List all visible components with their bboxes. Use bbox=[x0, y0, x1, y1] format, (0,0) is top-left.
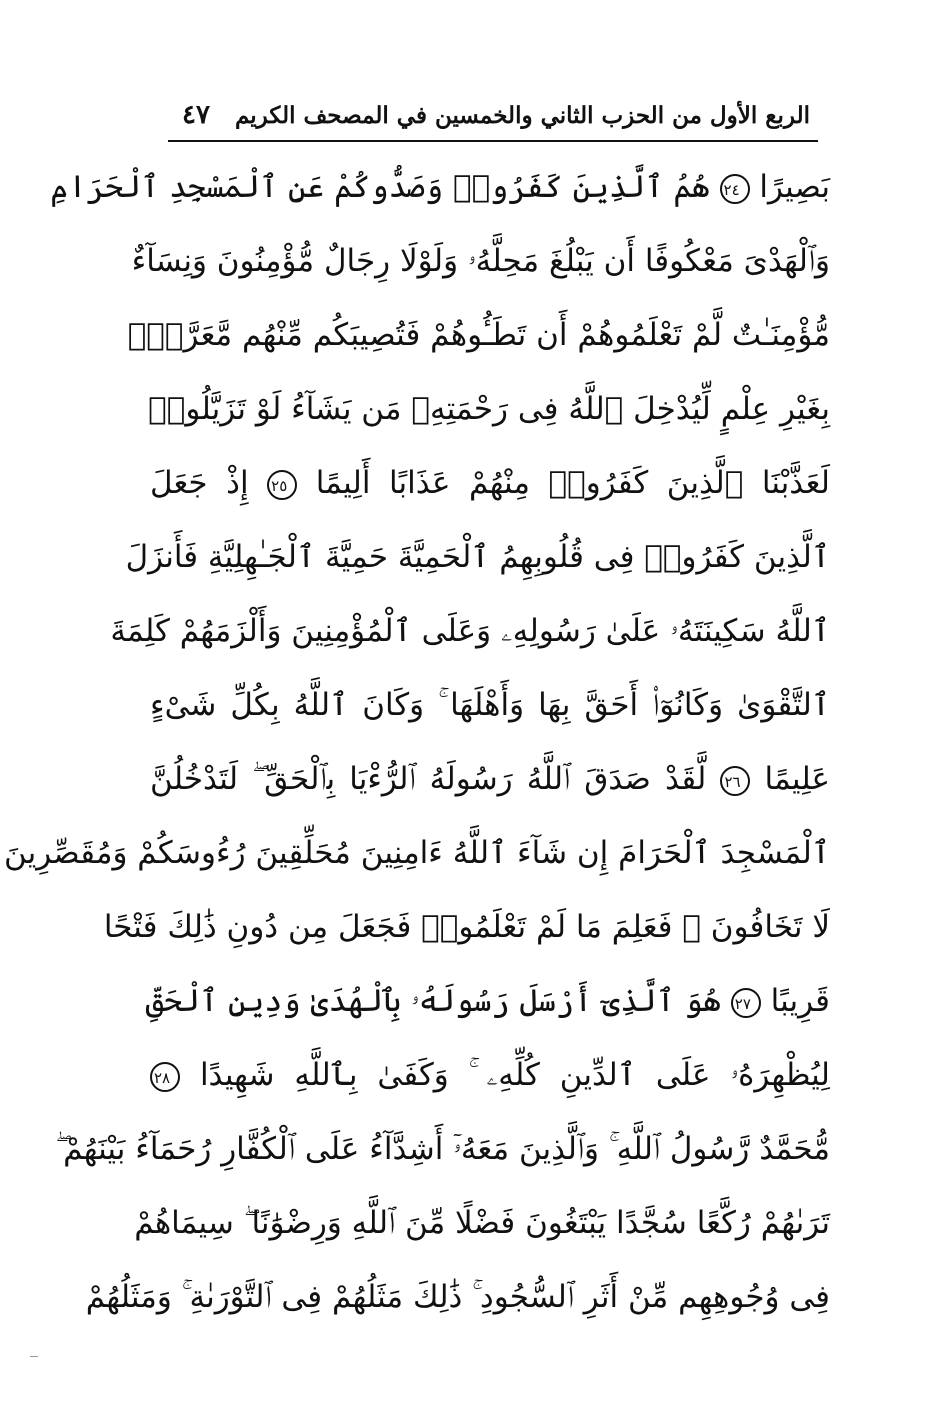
page-header bbox=[160, 96, 820, 140]
quran-text bbox=[3, 150, 830, 1334]
verse-text: لَا تَخَافُونَ ۖ فَعَلِمَ مَا لَمْ تَعْلَمُوا۟ فَجَعَلَ مِن دُونِ ذَٰلِكَ فَتْحًا bbox=[103, 909, 830, 945]
verse-text: فِى وُجُوهِهِم مِّنْ أَثَرِ ٱلسُّجُودِ ۚ ذَٰلِكَ مَثَلُهُمْ فِى ٱلتَّوْرَىٰةِ ۚ وَمَثَلُهُمْ bbox=[85, 1279, 830, 1315]
ayah-number-marker: ٢٤ bbox=[720, 174, 750, 204]
text-line bbox=[150, 372, 830, 446]
verse-text: ٱلْمَسْجِدَ ٱلْحَرَامَ إِن شَآءَ ٱللَّهُ ءَامِنِينَ مُحَلِّقِينَ رُءُوسَكُمْ وَمُقَصِّرِينَ bbox=[3, 835, 830, 871]
verse-text: لَعَذَّبْنَا ٱلَّذِينَ كَفَرُوا۟ مِنْهُمْ عَذَابًا أَلِيمًا bbox=[315, 465, 830, 501]
verse-text: قَرِيبًا bbox=[770, 983, 830, 1019]
text-line bbox=[134, 1186, 830, 1260]
verse-text: وَٱلْهَدْىَ مَعْكُوفًا أَن يَبْلُغَ مَحِلَّهُۥ وَلَوْلَا رِجَالٌ مُّؤْمِنُونَ وَنِسَآءٌ bbox=[131, 243, 830, 279]
ayah-number-marker: ٢٥ bbox=[267, 470, 297, 500]
text-line bbox=[85, 1260, 830, 1334]
text-line bbox=[55, 1112, 830, 1186]
text-line bbox=[50, 150, 830, 224]
text-line bbox=[127, 298, 830, 372]
text-line bbox=[125, 520, 830, 594]
text-line bbox=[150, 742, 830, 816]
text-line bbox=[3, 816, 830, 890]
verse-text: لِيُظْهِرَهُۥ عَلَى ٱلدِّينِ كُلِّهِۦ ۚ وَكَفَىٰ بِٱللَّهِ شَهِيدًا bbox=[199, 1057, 830, 1093]
text-line bbox=[150, 1038, 830, 1112]
text-line bbox=[131, 224, 830, 298]
verse-text: ٱلتَّقْوَىٰ وَكَانُوٓا۟ أَحَقَّ بِهَا وَأَهْلَهَا ۚ وَكَانَ ٱللَّهُ بِكُلِّ شَىْءٍ bbox=[150, 687, 830, 723]
verse-text: مُّحَمَّدٌ رَّسُولُ ٱللَّهِ ۚ وَٱلَّذِينَ مَعَهُۥٓ أَشِدَّآءُ عَلَى ٱلْكُفَّارِ رُحَمَآءُ بَيْنَهُمْ ۖ bbox=[55, 1131, 830, 1167]
text-line bbox=[150, 446, 830, 520]
verse-text: هُمُ ٱلَّذِينَ كَفَرُوا۟ وَصَدُّوكُمْ عَنِ ٱلْمَسْجِدِ ٱلْحَرَامِ bbox=[50, 169, 710, 205]
verse-text: بَصِيرًا bbox=[759, 169, 830, 205]
verse-text: ٱلَّذِينَ كَفَرُوا۟ فِى قُلُوبِهِمُ ٱلْحَمِيَّةَ حَمِيَّةَ ٱلْجَـٰهِلِيَّةِ فَأَنزَلَ bbox=[125, 539, 830, 575]
header-divider bbox=[168, 140, 818, 142]
header-title: الربع الأول من الحزب الثاني والخمسين في المصحف الكريم bbox=[234, 102, 810, 129]
verse-text: عَلِيمًا bbox=[764, 761, 830, 797]
ayah-number-marker: ٢٨ bbox=[150, 1062, 180, 1092]
text-line bbox=[145, 964, 830, 1038]
verse-text: هُوَ ٱلَّذِىٓ أَرْسَلَ رَسُولَهُۥ بِٱلْهُدَىٰ وَدِينِ ٱلْحَقِّ bbox=[145, 983, 721, 1019]
verse-text: لَّقَدْ صَدَقَ ٱللَّهُ رَسُولَهُ ٱلرُّءْيَا بِٱلْحَقِّ ۖ لَتَدْخُلُنَّ bbox=[150, 761, 707, 797]
verse-text: بِغَيْرِ عِلْمٍ لِّيُدْخِلَ ٱللَّهُ فِى رَحْمَتِهِۦ مَن يَشَآءُ لَوْ تَزَيَّلُوا۟ bbox=[148, 391, 830, 427]
page-number: ٤٧ bbox=[182, 100, 210, 130]
verse-text: إِذْ جَعَلَ bbox=[150, 465, 249, 501]
text-line bbox=[110, 594, 830, 668]
ayah-number-marker: ٢٧ bbox=[731, 988, 761, 1018]
text-line bbox=[103, 890, 830, 964]
margin-mark bbox=[30, 1356, 38, 1357]
verse-text: ٱللَّهُ سَكِينَتَهُۥ عَلَىٰ رَسُولِهِۦ وَعَلَى ٱلْمُؤْمِنِينَ وَأَلْزَمَهُمْ كَلِمَةَ bbox=[110, 613, 830, 649]
verse-text: مُّؤْمِنَـٰتٌ لَّمْ تَعْلَمُوهُمْ أَن تَطَـُٔوهُمْ فَتُصِيبَكُم مِّنْهُم مَّعَرَّةٌۢ bbox=[127, 317, 830, 353]
text-line bbox=[150, 668, 830, 742]
ayah-number-marker: ٢٦ bbox=[720, 766, 750, 796]
verse-text: تَرَىٰهُمْ رُكَّعًا سُجَّدًا يَبْتَغُونَ فَضْلًا مِّنَ ٱللَّهِ وَرِضْوَٰنًا ۖ سِيمَاهُمْ bbox=[134, 1205, 830, 1241]
